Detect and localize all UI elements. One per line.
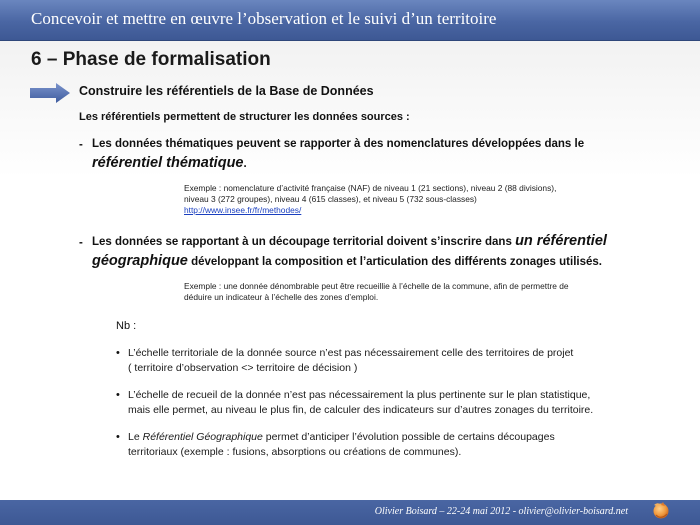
item-2-text-before: Les données se rapportant à un découpage territorial doivent s’inscrire dans — [92, 236, 512, 248]
nb-bullet-3-marker: • — [116, 431, 120, 443]
nb-bullet-3-italic: Référentiel Géographique — [142, 431, 263, 443]
nb-bullet-3-after: permet d’anticiper l’évolution possible de certains découpages — [265, 431, 555, 443]
nb-bullet-3-line-2: territoriaux (exemple : fusions, absorptions ou créations de communes). — [128, 446, 462, 458]
footer-text: Olivier Boisard – 22-24 mai 2012 - olivier@olivier-boisard.net — [374, 506, 628, 517]
item-1-example-line-2: niveau 3 (272 groupes), niveau 4 (615 classes), et niveau 5 (732 sous-classes) — [184, 194, 477, 204]
subheading: Construire les référentiels de la Base de Données — [79, 84, 374, 98]
item-2-emphasis: un référentiel géographique — [92, 233, 607, 269]
intro-text: Les référentiels permettent de structurer les données sources : — [79, 111, 410, 123]
item-1-text — [92, 135, 652, 174]
nb-bullet-3-text — [128, 430, 668, 460]
nb-bullet-3-line-1 — [128, 430, 668, 445]
nb-bullet-3-before: Le — [128, 431, 140, 443]
insee-methodes-link[interactable]: http://www.insee.fr/fr/methodes/ — [184, 205, 302, 215]
item-2-example-line-1: Exemple : une donnée dénombrable peut être recueillie à l’échelle de la commune, afin de permettre de — [184, 281, 569, 291]
nb-bullet-1-text — [128, 346, 668, 376]
item-1-example — [184, 183, 644, 216]
nb-bullet-1-line-1: L’échelle territoriale de la donnée source n’est pas nécessairement celle des territoires de projet — [128, 347, 574, 359]
item-2-dash: - — [79, 237, 83, 249]
nb-bullet-2-line-2: mais elle permet, au niveau le plus fin, de calculer des indicateurs sur d’autres zonages du territoire. — [128, 404, 594, 416]
item-1-dash: - — [79, 139, 83, 151]
item-2-example-line-2: déduire un indicateur à l’échelle des zones d’emploi. — [184, 292, 379, 302]
nb-bullet-2-marker: • — [116, 389, 120, 401]
item-2-text-after: développant la composition et l’articulation des différents zonages utilisés. — [191, 256, 602, 268]
header-title: Concevoir et mettre en œuvre l’observation et le suivi d’un territoire — [31, 9, 497, 28]
item-2-text — [92, 232, 682, 272]
section-title: 6 – Phase de formalisation — [31, 49, 271, 70]
item-1-text-before: Les données thématiques peuvent se rapporter à des nomenclatures développées dans le — [92, 138, 585, 150]
nb-bullet-2-line-1: L’échelle de recueil de la donnée n’est pas nécessairement la plus pertinente sur le plan statistique, — [128, 389, 591, 401]
item-1-text-after: . — [243, 158, 247, 170]
nb-label: Nb : — [116, 320, 137, 332]
orange-logo-icon — [650, 499, 672, 521]
nb-bullet-1-marker: • — [116, 347, 120, 359]
right-arrow-icon — [30, 83, 70, 103]
nb-bullet-2-text — [128, 388, 668, 418]
item-1-example-line-1: Exemple : nomenclature d’activité française (NAF) de niveau 1 (21 sections), niveau 2 (88 divisions), — [184, 183, 557, 193]
nb-bullet-1-line-2: ( territoire d’observation <> territoire de décision ) — [128, 362, 358, 374]
item-2-example — [184, 281, 644, 303]
item-1-emphasis: référentiel thématique — [92, 155, 244, 171]
footer-bar — [0, 500, 700, 525]
header-bar — [0, 0, 700, 41]
